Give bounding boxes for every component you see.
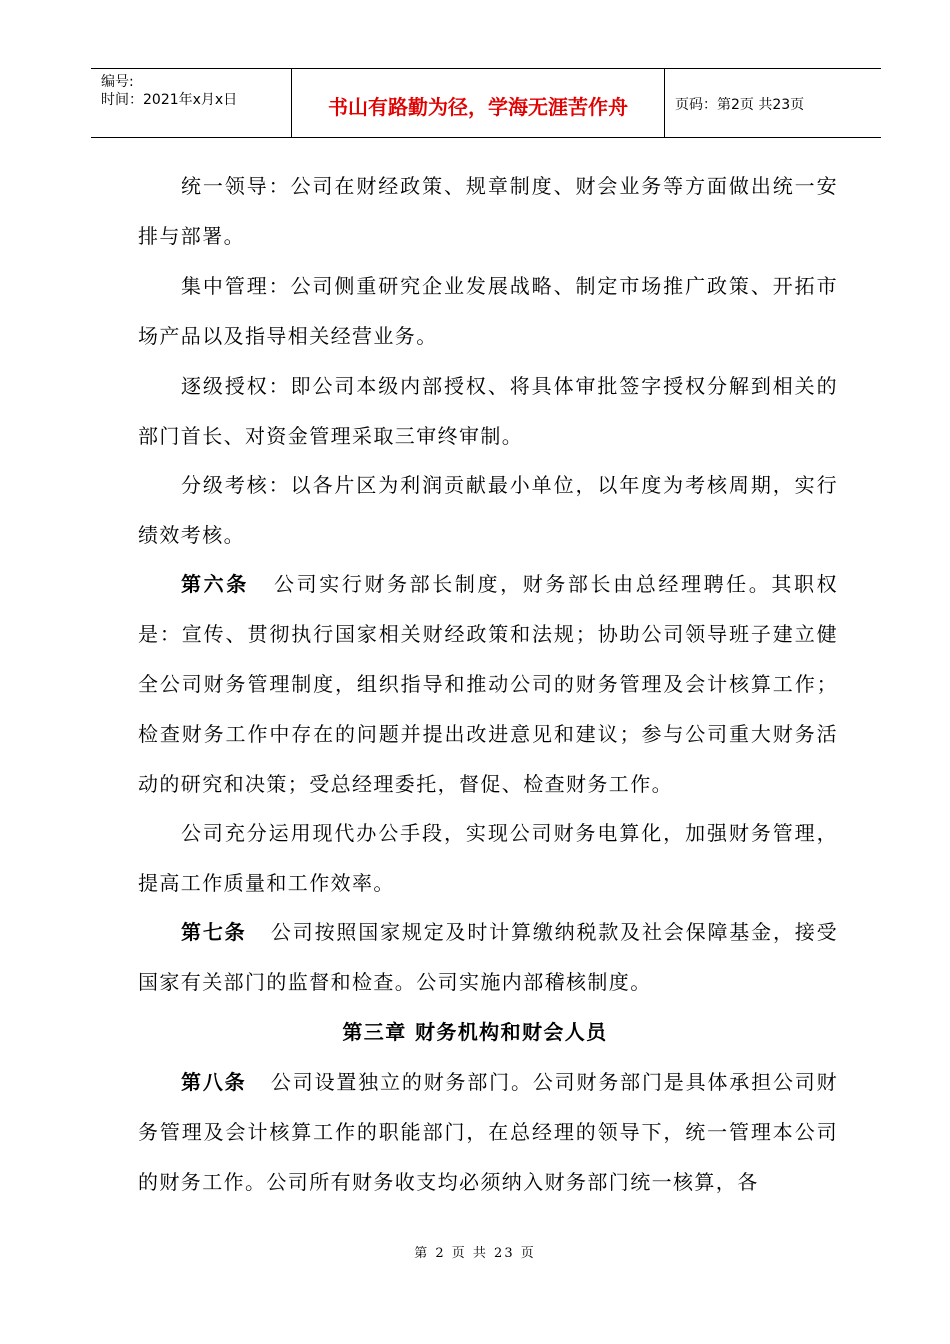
paragraph-delegated-authority: 逐级授权：即公司本级内部授权、将具体审批签字授权分解到相关的部门首长、对资金管理采取三审终审制。	[138, 374, 838, 448]
header-page-number: 页码：第2页 共23页	[675, 97, 805, 113]
paragraph-graded-assessment: 分级考核：以各片区为利润贡献最小单位，以年度为考核周期，实行绩效考核。	[138, 473, 838, 547]
article-6	[138, 559, 838, 809]
paragraph-unified-leadership: 统一领导：公司在财经政策、规章制度、财会业务等方面做出统一安排与部署。	[138, 174, 838, 248]
time-label: 时间：2021年x月x日	[101, 92, 238, 108]
paragraph-centralized-management: 集中管理：公司侧重研究企业发展战略、制定市场推广政策、开拓市场产品以及指导相关经营业务。	[138, 274, 838, 348]
article-8-text: 公司设置独立的财务部门。公司财务部门是具体承担公司财务管理及会计核算工作的职能部门，在总经理的领导下，统一管理本公司的财务工作。公司所有财务收支均必须纳入财务部门统一核算，各	[138, 1070, 838, 1194]
header-meta-cell	[91, 69, 292, 137]
header-page-cell	[665, 69, 881, 137]
motto-text: 书山有路勤为径，学海无涯苦作舟	[328, 95, 628, 119]
article-6-text: 公司实行财务部长制度，财务部长由总经理聘任。其职权是：宣传、贯彻执行国家相关财经政策和法规；协助公司领导班子建立健全公司财务管理制度，组织指导和推动公司的财务管理及会计核算工作；检查财务工作中存在的问题并提出改进意见和建议；参与公司重大财务活动的研究和决策；受总经理委托，督促、检查财务工作。	[138, 572, 839, 796]
article-8	[138, 1057, 838, 1207]
paragraph-computerization: 公司充分运用现代办公手段，实现公司财务电算化，加强财务管理，提高工作质量和工作效率。	[138, 821, 838, 895]
page-header	[91, 68, 881, 138]
header-motto-cell	[292, 69, 665, 137]
article-7-text: 公司按照国家规定及时计算缴纳税款及社会保障基金，接受国家有关部门的监督和检查。公司实施内部稽核制度。	[138, 920, 838, 994]
article-8-heading: 第八条	[181, 1070, 247, 1094]
article-7	[138, 907, 838, 1007]
article-7-heading: 第七条	[181, 920, 247, 944]
serial-label: 编号:	[101, 74, 134, 90]
page-footer: 第 2 页 共 23 页	[414, 1246, 536, 1261]
chapter-heading: 第三章 财务机构和财会人员	[342, 1020, 608, 1044]
article-6-heading: 第六条	[181, 572, 249, 596]
